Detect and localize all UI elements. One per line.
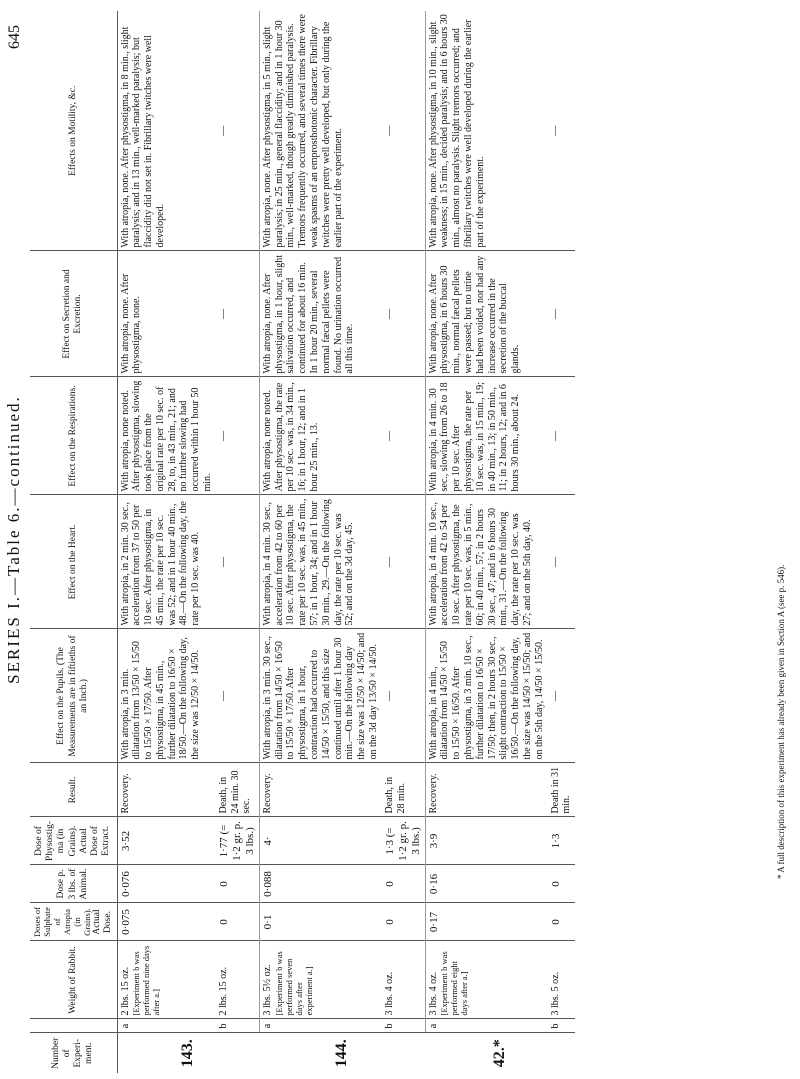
table-row: 143. a 2 lbs. 15 oz. [Experiment b was performed nine days after a.] 0·075 0·076 3·52 Recovery. With atropia, in 3 min. dilatation from 13/50 × 15/50 to 15/50 × 17/50. After physostigma, in 45 min., further dilatation to 16/50 × 18/50.—On the following day, the size was 12/50 × 14/50. With atropia, in 2 min. 30 sec., acceleration from 37 to 50 per 10 sec. After physostigma, in 45 min., the rate per 10 sec. was 52; and in 1 hour 40 min., 48.—On the following day, the rate per 10 sec. was 40. With atropia, none noted. After physostigma, slowing took place from the original rate per 10 sec. of 28, to, in 43 min., 21; and no further slowing had occurred within 1 hour 50 min. With atropia, none. After physostigma, none. With atropia, none. After physostigma, in 8 min., slight paralysis; and in 13 min., well-marked paralysis; but flaccidity did not set in. Fibrillary twitches were well developed. — [117, 11, 216, 1073]
experiment-number: 42.* — [425, 1033, 575, 1073]
header-pupils: Effect on the Pupils. (The Measurements are in fiftieths of an Inch.) — [30, 629, 117, 763]
table-row: b 2 lbs. 15 oz. 0 0 1·77 (= 1·2 gr. p. 3 lbs.) Death, in 24 min. 30 sec. — — — — — — [216, 11, 259, 1073]
header-row — [30, 11, 117, 1073]
page-number: 645 — [6, 25, 23, 49]
table-row: 144. a 3 lbs. 5½ oz. [Experiment b was performed seven days after experiment a.] 0·1 0·088 4· Recovery. With atropia, in 3 min. 30 sec., dilatation from 14/50 × 16/50 to 15/50 × 17/50. After physostigma, in 1 hour, contraction had occurred to 14/50 × 15/50, and this size continued until after 1 hour 30 min.—On the following day the size was 12/50 × 14/50; and on the 3d day 13/50 × 14/50. With atropia, in 4 min. 30 sec., acceleration from 42 to 60 per 10 sec. After physostigma, the rate per 10 sec. was, in 45 min., 57; in 1 hour, 34; and in 1 hour 30 min., 29.—On the following day, the rate per 10 sec. was 52; and on the 3d day, 45. With atropia, none noted. After physostigma, the rate per 10 sec. was, in 34 min., 16; in 1 hour, 12; and in 1 hour 25 min., 13. With atropia, none. After physostigma, in 1 hour, slight salivation occurred, and continued for about 16 min. In 1 hour 20 min., several normal fæcal pellets were found. No urination occurred all this time. With atropia, none. After physostigma, in 5 min., slight paralysis; in 25 min., general flaccidity; and in 1 hour 30 min., well-marked, though greatly diminished paralysis. Tremors frequently occurred, and several times there were weak spasms of an emprosthotonic character. Fibrillary twitches were pretty well developed, but only during the earlier part of the experiment. — [259, 11, 381, 1073]
header-number: Number of Experiment. — [30, 1033, 117, 1073]
header-motility: Effects on Motility, &c. — [30, 11, 117, 251]
experiment-number: 144. — [259, 1033, 425, 1073]
table-row: b 3 lbs. 4 oz. 0 0 1·3 (= 1·2 gr. p. 3 lbs.) Death, in 28 min. — — — — — — [382, 11, 425, 1073]
header-physostigma-dose: Dose of Physostigma (in Grains). Actual Dose of Extract. — [30, 817, 117, 865]
header-result: Result. — [30, 763, 117, 817]
weight-cell: 3 lbs. 5½ oz. [Experiment b was performed seven days after experiment a.] — [259, 941, 381, 1019]
header-actual-dose: Doses of Sulphate of Atropia (in Grains). Actual Dose. — [30, 903, 117, 941]
header-respirations: Effect on the Respirations. — [30, 377, 117, 495]
header-dose-per-3lbs: Dose p. 3 lbs. of Animal. — [30, 865, 117, 903]
experiment-number: 143. — [117, 1033, 259, 1073]
table-row: 42.* a 3 lbs. 4 oz. [Experiment b was performed eight days after a.] 0·17 0·16 3·9 Recovery. With atropia, in 4 min., dilatation from 14/50 × 15/50 to 15/50 × 16/50. After physostigma, in 3 min. 10 sec., further dilatation to 16/50 × 17/50; then, in 2 hours 30 sec., slight contraction to 15/50 × 16/50.—On the following day, the size was 14/50 × 15/50; and on the 5th day, 14/50 × 15/50. With atropia, in 4 min. 10 sec., acceleration from 42 to 54 per 10 sec. After physostigma, the rate per 10 sec. was, in 5 min., 60; in 40 min., 57; in 2 hours 30 sec., 47; and in 6 hours 30 min., 31.—On the following day, the rate per 10 sec. was 27; and on the 5th day, 40. With atropia, in 4 min. 30 sec., slowing from 26 to 18 per 10 sec. After physostigma, the rate per 10 sec. was, in 15 min., 19; in 40 min., 13; in 50 min., 11; in 2 hours, 12; and in 6 hours 30 min., about 24. With atropia, none. After physostigma, in 6 hours 30 min., normal fæcal pellets were passed; but no urine had been voided, nor had any increase occurred in the secretion of the buccal glands. With atropia, none. After physostigma, in 10 min., slight weakness; in 15 min., decided paralysis; and in 6 hours 30 min., almost no paralysis. Slight tremors occurred; and fibrillary twitches were well developed during the earlier part of the experiment. — [425, 11, 547, 1073]
header-heart: Effect on the Heart. — [30, 495, 117, 629]
header-weight: Weight of Rabbit. — [30, 941, 117, 1019]
experiment-table — [30, 11, 575, 1073]
table-row: b 3 lbs. 5 oz. 0 0 1·3 Death in 31 min. — — — — — — [548, 11, 576, 1073]
series-title: SERIES I.—Table 6.—continued. — [4, 395, 23, 684]
footnote: * A full description of this experiment has already been given in Section A (see p. 546). — [776, 564, 786, 879]
header-secretion: Effect on Secretion and Excretion. — [30, 251, 117, 377]
weight-cell: 2 lbs. 15 oz. [Experiment b was performed nine days after a.] — [117, 941, 216, 1019]
weight-cell: 3 lbs. 4 oz. [Experiment b was performed eight days after a.] — [425, 941, 547, 1019]
